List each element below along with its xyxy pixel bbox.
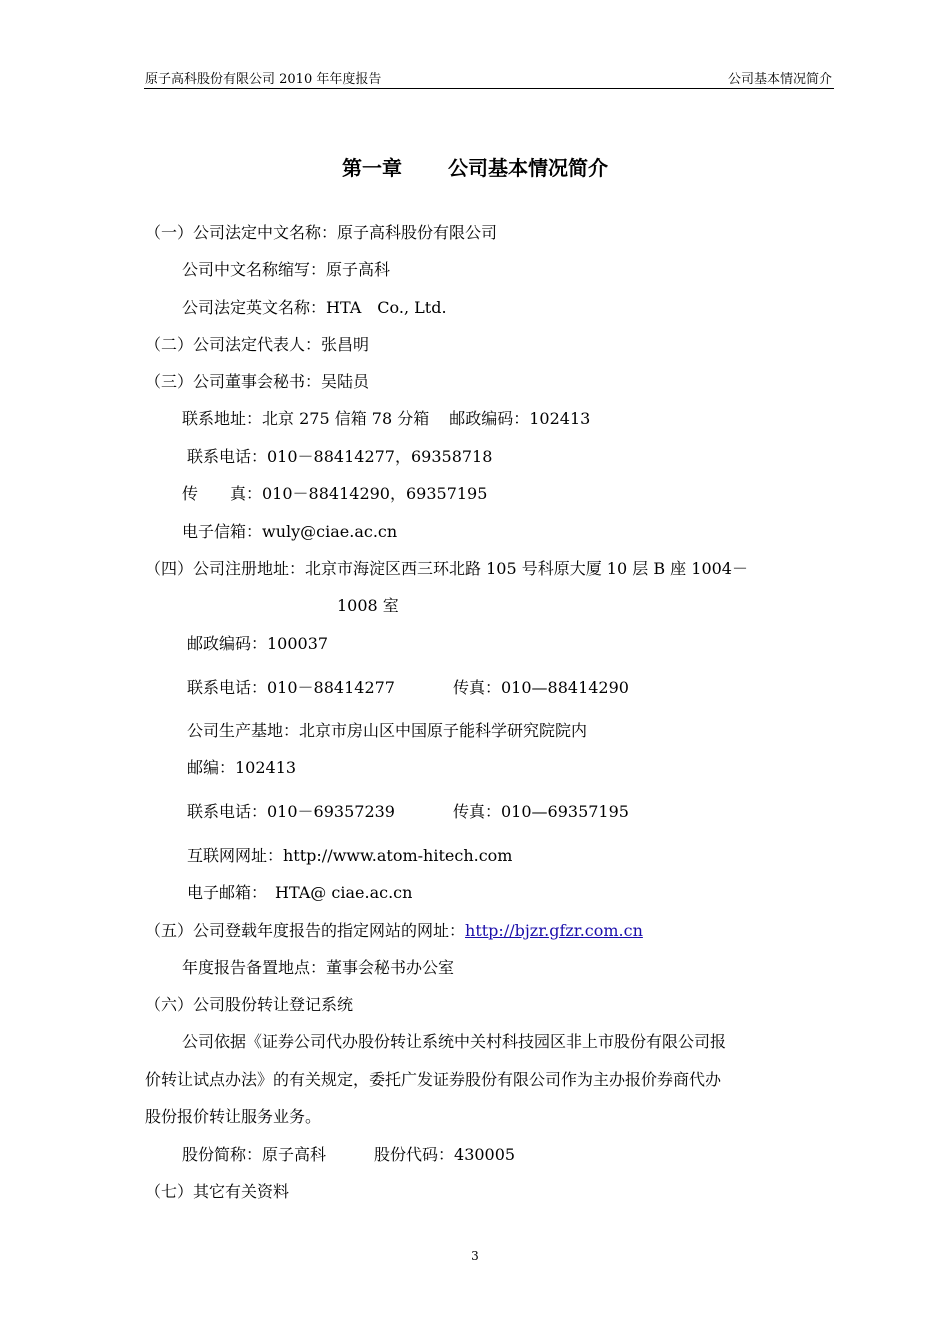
section-3: （三）公司董事会秘书：吴陆员 — [145, 372, 370, 391]
reg-tel: 联系电话：010－88414277 — [187, 678, 395, 697]
contact-fax: 传 真：010－88414290，69357195 — [182, 484, 488, 503]
website-line: 互联网网址：http://www.atom-hitech.com — [187, 846, 513, 865]
contact-address: 联系地址：北京 275 信箱 78 分箱 — [182, 409, 430, 428]
en-name-line: 公司法定英文名称：HTA Co., Ltd. — [182, 298, 447, 317]
base-fax: 传真：010—69357195 — [452, 802, 629, 821]
cn-abbr-line: 公司中文名称缩写：原子高科 — [182, 260, 391, 279]
section-5 — [145, 920, 643, 942]
chapter-title: 公司基本情况简介 — [448, 156, 608, 180]
contact-tel: 联系电话：010－88414277，69358718 — [187, 447, 493, 466]
reg-contact-line — [187, 677, 629, 699]
paragraph-line-1: 公司依据《证券公司代办股份转让系统中关村科技园区非上市股份有限公司报 — [182, 1032, 727, 1051]
section-4-cont: 1008 室 — [337, 596, 399, 615]
paragraph-line-2: 价转让试点办法》的有关规定，委托广发证券股份有限公司作为主办报价券商代办 — [145, 1070, 722, 1089]
reg-postcode: 邮政编码：100037 — [187, 634, 329, 653]
chapter-heading — [0, 152, 950, 181]
paragraph-line-3: 股份报价转让服务业务。 — [145, 1107, 322, 1126]
stock-code: 股份代码：430005 — [374, 1145, 516, 1164]
production-base: 公司生产基地：北京市房山区中国原子能科学研究院院内 — [187, 721, 588, 740]
stock-name: 股份简称：原子高科 — [182, 1145, 327, 1164]
email-line: 电子邮箱： HTA@ ciae.ac.cn — [187, 883, 413, 902]
report-place: 年度报告备置地点：董事会秘书办公室 — [182, 958, 455, 977]
base-postcode: 邮编：102413 — [187, 758, 297, 777]
section-1: （一）公司法定中文名称：原子高科股份有限公司 — [145, 223, 498, 242]
contact-address-line — [182, 408, 590, 430]
base-contact-line — [187, 801, 629, 823]
base-tel: 联系电话：010－69357239 — [187, 802, 395, 821]
section-2: （二）公司法定代表人：张昌明 — [145, 335, 370, 354]
section-4: （四）公司注册地址：北京市海淀区西三环北路 105 号科原大厦 10 层 B 座 1004－ — [145, 559, 748, 578]
section-7: （七）其它有关资料 — [145, 1182, 290, 1201]
contact-postcode: 邮政编码：102413 — [449, 409, 591, 428]
chapter-number: 第一章 — [342, 156, 402, 180]
page-header-left: 原子高科股份有限公司 2010 年年度报告 — [145, 72, 382, 87]
page-header-right: 公司基本情况简介 — [727, 72, 832, 87]
section-6: （六）公司股份转让登记系统 — [145, 995, 354, 1014]
section-5-label: （五）公司登载年度报告的指定网站的网址： — [145, 921, 466, 940]
report-website-link[interactable]: http://bjzr.gfzr.com.cn — [465, 921, 643, 940]
contact-email: 电子信箱：wuly@ciae.ac.cn — [182, 522, 398, 541]
reg-fax: 传真：010—88414290 — [452, 678, 629, 697]
header-rule — [144, 88, 834, 89]
stock-info-line — [182, 1144, 515, 1166]
page-number: 3 — [471, 1249, 479, 1263]
